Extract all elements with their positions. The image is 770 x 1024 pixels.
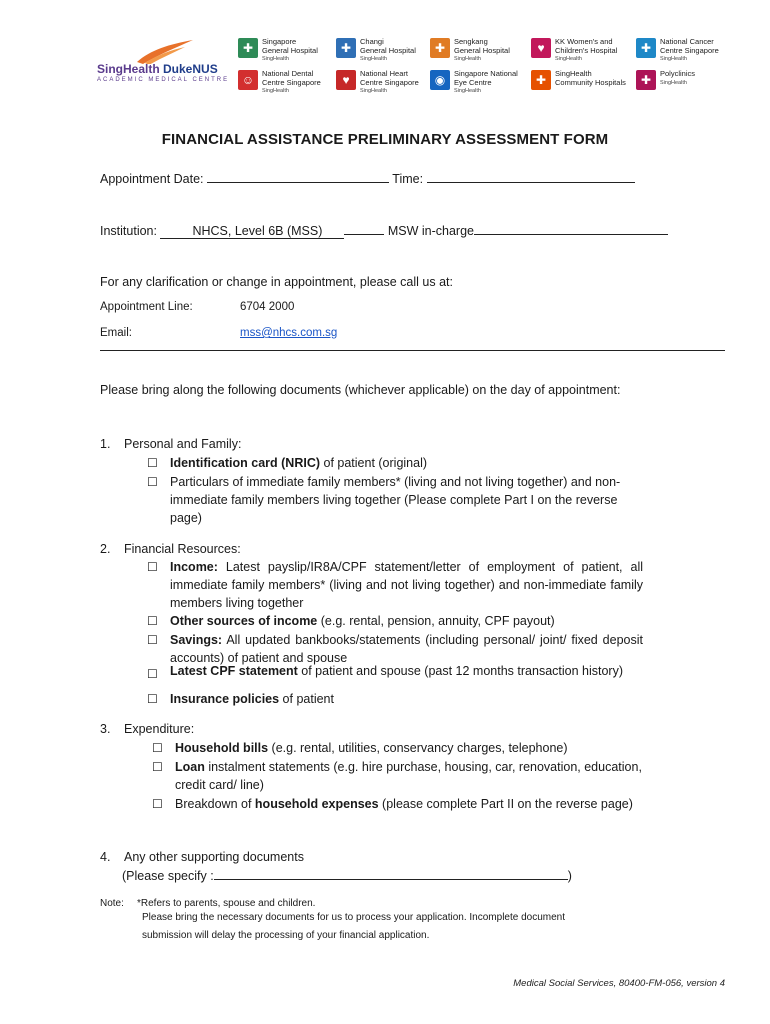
- checkbox-s2-3[interactable]: ☐: [147, 667, 158, 681]
- institution-logo: [531, 70, 626, 90]
- s3-item-0: Household bills (e.g. rental, utilities, conservancy charges, telephone): [175, 741, 568, 755]
- specify-field[interactable]: [214, 866, 568, 880]
- appointment-line-value: 6704 2000: [240, 301, 295, 313]
- amc-tagline: ACADEMIC MEDICAL CENTRE: [97, 77, 230, 83]
- institution-group: SingHealth: [262, 56, 289, 62]
- email-label: Email:: [100, 327, 132, 339]
- specify-close: ): [567, 869, 572, 883]
- note-label: Note:: [100, 898, 124, 909]
- institution-name: National Dental Centre Singapore: [262, 69, 321, 87]
- checkbox-s2-1[interactable]: ☐: [147, 614, 158, 628]
- section-3-number: 3.: [100, 722, 111, 736]
- checkbox-s1-1[interactable]: ☐: [147, 475, 158, 489]
- institution-logo: [336, 38, 416, 62]
- note-line-1: *Refers to parents, spouse and children.: [137, 898, 316, 909]
- section-4-number: 4.: [100, 850, 111, 864]
- divider: [100, 350, 725, 351]
- section-2-title: Financial Resources:: [124, 542, 241, 556]
- institution-logo: [430, 70, 518, 94]
- institution-group: SingHealth: [454, 56, 481, 62]
- institution-name: KK Women's and Children's Hospital: [555, 37, 618, 55]
- specify-label: (Please specify :: [122, 869, 214, 883]
- s3-item-1: Loan instalment statements (e.g. hire purchase, housing, car, renovation, education, credit card/ line): [175, 760, 642, 792]
- institution-group: SingHealth: [262, 88, 289, 94]
- institution-group: SingHealth: [660, 79, 687, 86]
- note-line-3: submission will delay the processing of your financial application.: [142, 930, 430, 941]
- s2-item-0: Income: Latest payslip/IR8A/CPF statement/letter of employment of patient, all immediate family members* (living and not living together) and non-immediate family members living together: [170, 560, 643, 610]
- institution-group: SingHealth: [360, 88, 387, 94]
- institution-label: Institution:: [100, 224, 157, 238]
- institution-name: Polyclinics: [660, 69, 696, 78]
- checkbox-s2-2[interactable]: ☐: [147, 633, 158, 647]
- appointment-date-label: Appointment Date:: [100, 172, 204, 186]
- institution-emblem-icon: ♥: [336, 70, 356, 90]
- institution-name: Changi General Hospital: [360, 37, 416, 55]
- checkbox-s2-4[interactable]: ☐: [147, 692, 158, 706]
- checkbox-s3-0[interactable]: ☐: [152, 741, 163, 755]
- form-title: FINANCIAL ASSISTANCE PRELIMINARY ASSESSMENT FORM: [161, 131, 609, 148]
- section-3-title: Expenditure:: [124, 722, 195, 736]
- institution-emblem-icon: ✚: [636, 70, 656, 90]
- s2-item-1: Other sources of income (e.g. rental, pension, annuity, CPF payout): [170, 614, 555, 628]
- note-line-2: Please bring the necessary documents for us to process your application. Incomplete document: [142, 912, 566, 923]
- institution-name: Sengkang General Hospital: [454, 37, 510, 55]
- checkbox-s1-0[interactable]: ☐: [147, 456, 158, 470]
- institution-name: National Heart Centre Singapore: [360, 69, 419, 87]
- checkbox-s3-2[interactable]: ☐: [152, 797, 163, 811]
- msw-label: MSW in-charge: [387, 224, 474, 238]
- institution-emblem-icon: ✚: [336, 38, 356, 58]
- institution-group: SingHealth: [454, 88, 481, 94]
- institution-name: National Cancer Centre Singapore: [660, 37, 719, 55]
- institution-row: [100, 221, 668, 238]
- institution-underline: [344, 221, 384, 235]
- section-2-number: 2.: [100, 542, 111, 556]
- time-label: Time:: [392, 172, 424, 186]
- section-1-number: 1.: [100, 437, 111, 451]
- s2-item-3: Latest CPF statement of patient and spouse (past 12 months transaction history): [170, 664, 623, 678]
- institution-name: Singapore National Eye Centre: [454, 69, 518, 87]
- s2-item-2: Savings: All updated bankbooks/statements (including personal/ joint/ fixed deposit accounts) of patient and spouse: [170, 633, 643, 665]
- msw-field[interactable]: [474, 221, 668, 235]
- checkbox-s2-0[interactable]: ☐: [147, 560, 158, 574]
- institution-group: SingHealth: [660, 56, 687, 62]
- institution-logo: [531, 38, 617, 62]
- institution-logo: [238, 38, 318, 62]
- s2-item-4: Insurance policies of patient: [170, 692, 334, 706]
- appointment-line-label: Appointment Line:: [100, 301, 193, 313]
- s1-item-0: Identification card (NRIC) of patient (original): [170, 456, 428, 470]
- section-1-title: Personal and Family:: [124, 437, 242, 451]
- institution-emblem-icon: ✚: [531, 70, 551, 90]
- time-field[interactable]: [427, 169, 635, 183]
- s1-item-1: Particulars of immediate family members* (living and not living together) and non-immediate family members living together (Please complete Part I on the reverse page): [170, 475, 621, 525]
- institution-group: SingHealth: [555, 56, 582, 62]
- institution-emblem-icon: ☺: [238, 70, 258, 90]
- institution-emblem-icon: ✚: [636, 38, 656, 58]
- flame-icon: [135, 38, 195, 64]
- documents-intro: Please bring along the following documents (whichever applicable) on the day of appointment:: [100, 383, 621, 397]
- institution-name: Singapore General Hospital: [262, 37, 318, 55]
- appointment-date-row: [100, 169, 635, 186]
- checkbox-s3-1[interactable]: ☐: [152, 760, 163, 774]
- specify-row: [122, 866, 572, 885]
- section-4-title: Any other supporting documents: [124, 850, 304, 864]
- appointment-date-field[interactable]: [207, 169, 389, 183]
- institution-logo: [238, 70, 321, 94]
- singhealth-dukenus-name: SingHealth DukeNUS: [97, 62, 218, 76]
- institution-emblem-icon: ✚: [430, 38, 450, 58]
- institution-value[interactable]: NHCS, Level 6B (MSS): [160, 224, 344, 239]
- institution-emblem-icon: ✚: [238, 38, 258, 58]
- institution-name: SingHealth Community Hospitals: [555, 69, 626, 87]
- institution-logo: [336, 70, 419, 94]
- institution-group: SingHealth: [360, 56, 387, 62]
- institution-logo: [636, 38, 719, 62]
- contact-intro: For any clarification or change in appointment, please call us at:: [100, 275, 453, 289]
- institution-emblem-icon: ◉: [430, 70, 450, 90]
- institution-logo: [636, 70, 695, 90]
- footer-reference: Medical Social Services, 80400-FM-056, version 4: [513, 978, 725, 989]
- institution-emblem-icon: ♥: [531, 38, 551, 58]
- institution-logo: [430, 38, 510, 62]
- email-link[interactable]: mss@nhcs.com.sg: [240, 327, 338, 339]
- s3-item-2: Breakdown of household expenses (please complete Part II on the reverse page): [175, 797, 633, 811]
